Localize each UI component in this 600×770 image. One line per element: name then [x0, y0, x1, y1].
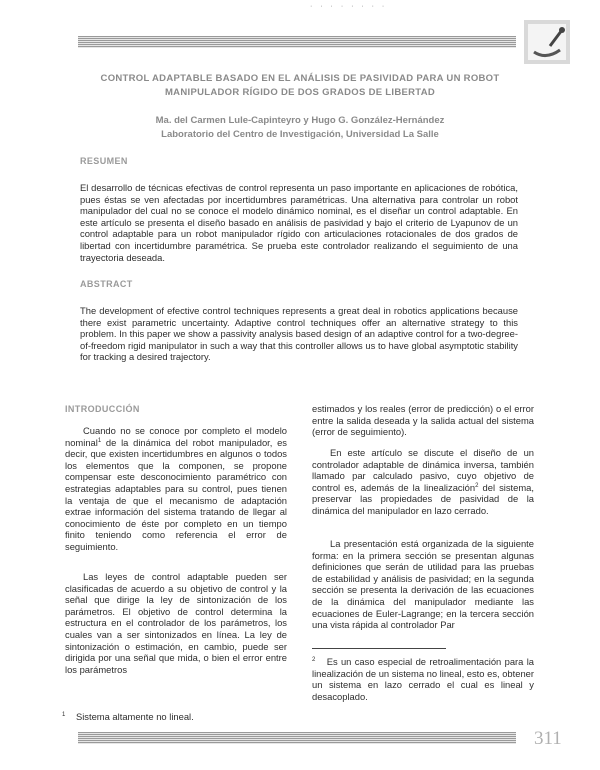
intro-right-paragraph-3: La presentación está organizada de la siguiente forma: en la primera sección se presentan algunas definiciones que serán de utilidad para las pruebas de estabilidad y análisis de pasividad; en la segunda sección se presenta la derivación de las ecuaciones de la dinámica del manipulador mediante las ecuaciones de Euler-Lagrange; en la tercera sección una vista rápida al controlador Par: [312, 538, 534, 631]
abstract-heading: ABSTRACT: [80, 279, 133, 289]
footnote-ref-1: 1: [97, 437, 102, 444]
page-number: 311: [534, 728, 562, 749]
author-names: Ma. del Carmen Lule-Capinteyro y Hugo G. González-Hernández: [155, 115, 445, 126]
footnote-1-text: Sistema altamente no lineal.: [75, 711, 194, 722]
intro-paragraph-1: [65, 425, 287, 553]
intro-right-p2-start: En este artículo se discute el diseño de un controlador adaptable de dinámica inversa, también llamado par calculado pasivo, cuyo objetivo de control es, además de la linealización: [312, 447, 534, 493]
intro-right-p2-end: del sistema, preservar las propiedades de pasividad de la dinámica del manipulador en lazo cerrado.: [312, 481, 534, 516]
title-line-1: CONTROL ADAPTABLE BASADO EN EL ANÁLISIS DE PASIVIDAD PARA UN ROBOT: [100, 73, 500, 84]
footnote-2-text: Es un caso especial de retroalimentación para la linealización de un sistema no lineal, esto es, obtener un sistema en lazo cerrado el cual es lineal y desacoplado.: [312, 656, 535, 702]
intro-p1-start: Cuando no se conoce por completo el modelo nominal: [65, 425, 287, 448]
top-marks: · · · · · · · ·: [310, 3, 388, 10]
title-line-2: MANIPULADOR RÍGIDO DE DOS GRADOS DE LIBERTAD: [164, 87, 436, 98]
header-band: [78, 36, 516, 48]
footnote-1: [62, 711, 287, 723]
footnote-2-number: 2: [312, 656, 316, 663]
author-block: [60, 114, 540, 142]
author-affiliation: Laboratorio del Centro de Investigación, Universidad La Salle: [161, 129, 439, 140]
footer-band: [78, 732, 516, 744]
footnote-2: [312, 656, 534, 702]
journal-logo-icon: [524, 20, 570, 64]
introduccion-heading: INTRODUCCIÓN: [65, 404, 140, 414]
resumen-text: El desarrollo de técnicas efectivas de control representa un paso importante en aplicaciones de robótica, pues éstas se ven afectadas por incertidumbres paramétricas. Una alternativa para controlar un robot manipulador del cual no se conoce el modelo dinámico nominal, es el diseñar un control adaptable. En este artículo se presenta el diseño basado en análisis de pasividad y bajo el criterio de Lyapunov de un control adaptable para un robot manipulador rígido con articulaciones rotacionales de dos grados de libertad con incertidumbre paramétrica. Se prueba este controlador realizando el seguimiento de una trayectoria deseada.: [80, 182, 518, 263]
resumen-heading: RESUMEN: [80, 156, 128, 166]
footnote-rule: [312, 648, 446, 649]
intro-p1-end: de la dinámica del robot manipulador, es decir, que existen incertidumbres en algunos o todos los elementos que la componen, se propone compensar este desconocimiento paramétrico con estrategias adaptables para su control, pues tienen la ventaja de que el mecanismo de adaptación extrae información del sistema tratando de llegar al conocimiento de éste por completo en un tiempo finito teniendo como referencia el error de seguimiento.: [65, 436, 287, 552]
footnote-ref-2: 2: [475, 482, 479, 489]
footnote-1-number: 1: [62, 711, 66, 718]
intro-right-paragraph-1: estimados y los reales (error de predicción) o el error entre la salida deseada y la salida actual del sistema (error de seguimiento).: [312, 403, 534, 438]
intro-paragraph-2: Las leyes de control adaptable pueden ser clasificadas de acuerdo a su objetivo de control y la señal que dirige la ley de sintonización de los parámetros. El objetivo de control determina la estructura en el controlador de los parámetros, los cuales van a ser sintonizados en línea. La ley de sintonización o estimación, en cambio, puede ser dirigida por una señal que mida, o bien el error entre los parámetros: [65, 571, 287, 675]
paper-title: [60, 72, 540, 100]
abstract-text: The development of efective control techniques represents a great deal in robotics applications because there exist parametric uncertainty. Adaptive control techniques offer an alternative strategy to this problem. In this paper we show a passivity analysis based design of an adaptive control for a two-degree-of-freedom rigid manipulator in such a way that this controller allows us to have global asymptotic stability for tracking a desired trajectory.: [80, 305, 518, 363]
intro-right-paragraph-2: [312, 447, 534, 517]
